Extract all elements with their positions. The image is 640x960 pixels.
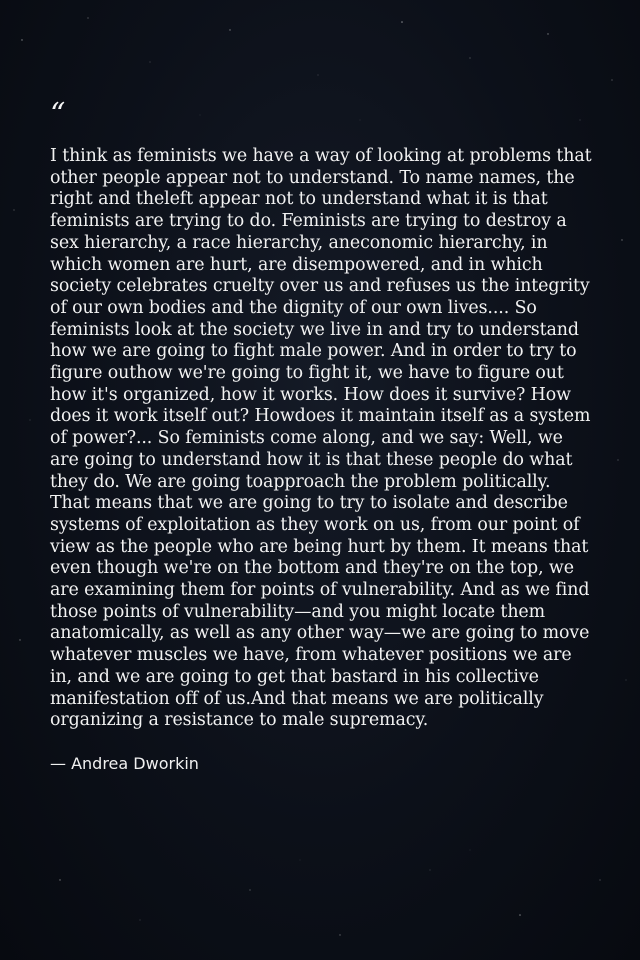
quote-card [50, 97, 595, 774]
quotation-mark-icon: “ [50, 97, 66, 132]
quote-text: I think as feminists we have a way of looking at problems that other people appear not to understand. To name names, the right and theleft appear not to understand what it is that feminists are trying to do. Feminists are trying to destroy a sex hierarchy, a race hierarchy, aneconomic hierarchy, in which women are hurt, are disempowered, and in which society celebrates cruelty over us and refuses us the integrity of our own bodies and the dignity of our own lives.... So feminists look at the society we live in and try to understand how we are going to fight male power. And in order to try to figure outhow we're going to fight it, we have to figure out how it's organized, how it works. How does it survive? How does it work itself out? Howdoes it maintain itself as a system of power?... So feminists come along, and we say: Well, we are going to understand how it is that these people do what they do. We are going toapproach the problem politically. That means that we are going to try to isolate and describe systems of exploitation as they work on us, from our point of view as the people who are being hurt by them. It means that even though we're on the bottom and they're on the top, we are examining them for points of vulnerability. And as we find those points of vulnerability—and you might locate them anatomically, as well as any other way—we are going to move whatever muscles we have, from whatever positions we are in, and we are going to get that bastard in his collective manifestation off of us.And that means we are politically organizing a resistance to male supremacy. [50, 146, 592, 731]
quote-author: — Andrea Dworkin [50, 753, 199, 773]
